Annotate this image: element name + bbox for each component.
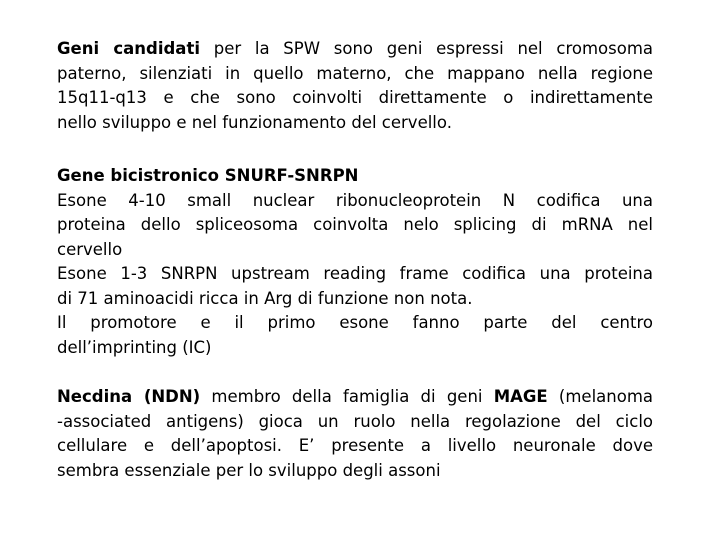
term-necdina: Necdina (NDN) (57, 387, 201, 406)
text-line: sembra essenziale per lo sviluppo degli assoni (57, 460, 441, 480)
paragraph-snurf-snrpn (57, 164, 653, 360)
text-line: cellulare e dell’apoptosi. E’ presente a livello neuronale dove (57, 436, 653, 455)
paragraph-necdina (57, 385, 653, 483)
text-line: Il promotore e il primo esone fanno parte del centro (57, 313, 653, 332)
text-line: nello sviluppo e nel funzionamento del cervello. (57, 112, 452, 132)
text-segment: (melanoma (547, 387, 653, 406)
text-line: dell’imprinting (IC) (57, 337, 212, 357)
text-segment: membro della famiglia di geni (200, 387, 494, 406)
text-line: di 71 aminoacidi ricca in Arg di funzione non nota. (57, 288, 473, 308)
text-line: -associated antigens) gioca un ruolo nella regolazione del ciclo (57, 411, 653, 431)
text-segment: per la SPW sono geni espressi nel cromosoma (200, 39, 654, 58)
text-line: proteina dello spliceosoma coinvolta nelo splicing di mRNA nel (57, 215, 653, 234)
text-line: paterno, silenziati in quello materno, che mappano nella regione (57, 63, 653, 83)
heading-snurf-snrpn: Gene bicistronico SNURF-SNRPN (57, 166, 359, 185)
term-candidate-genes: Geni candidati (57, 39, 200, 58)
text-line (57, 37, 653, 62)
text-line: Esone 4-10 small nuclear ribonucleoprotein N codifica una (57, 190, 653, 210)
text-line: cervello (57, 239, 123, 259)
term-mage: MAGE (493, 387, 548, 406)
text-line: Esone 1-3 SNRPN upstream reading frame codifica una proteina (57, 264, 653, 283)
text-line (57, 385, 653, 410)
text-line: 15q11-q13 e che sono coinvolti direttamente o indirettamente (57, 88, 653, 107)
paragraph-candidate-genes (57, 37, 653, 135)
